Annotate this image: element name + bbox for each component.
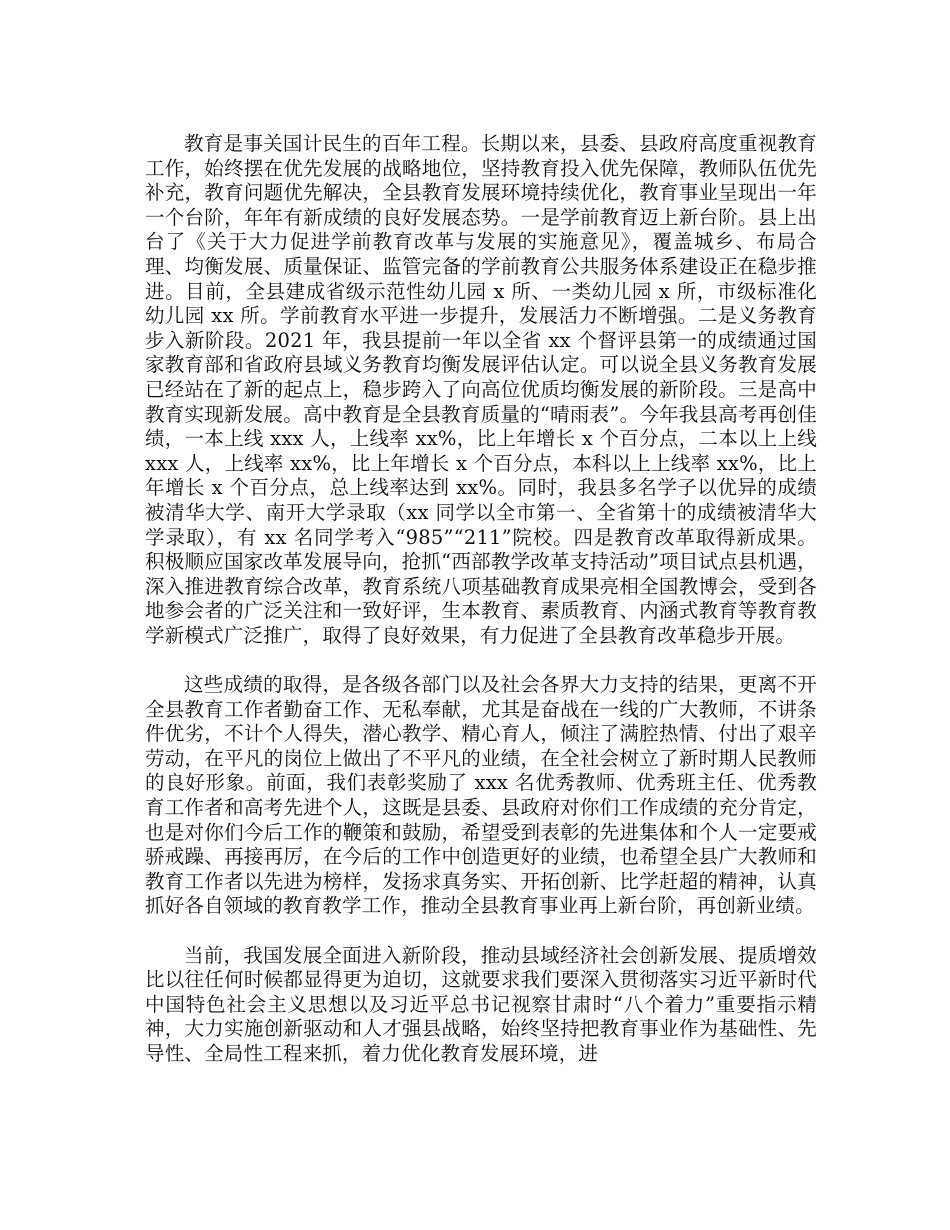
document-body	[145, 132, 817, 1067]
paragraph-current-situation: 当前，我国发展全面进入新阶段，推动县域经济社会创新发展、提质增效比以往任何时候都显得更为迫切，这就要求我们要深入贯彻落实习近平新时代中国特色社会主义思想以及习近平总书记视察甘肃时“八个着力”重要指示精神，大力实施创新驱动和人才强县战略，始终坚持把教育事业作为基础性、先导性、全局性工程来抓，着力优化教育发展环境，进	[145, 943, 817, 1065]
paragraph-acknowledgement: 这些成绩的取得，是各级各部门以及社会各界大力支持的结果，更离不开全县教育工作者勤奋工作、无私奉献，尤其是奋战在一线的广大教师，不讲条件优劣，不计个人得失，潜心教学、精心育人，倾注了满腔热情、付出了艰辛劳动，在平凡的岗位上做出了不平凡的业绩，在全社会树立了新时期人民教师的良好形象。前面，我们表彰奖励了 xxx 名优秀教师、优秀班主任、优秀教育工作者和高考先进个人，这既是县委、县政府对你们工作成绩的充分肯定，也是对你们今后工作的鞭策和鼓励，希望受到表彰的先进集体和个人一定要戒骄戒躁、再接再厉，在今后的工作中创造更好的业绩，也希望全县广大教师和教育工作者以先进为榜样，发扬求真务实、开拓创新、比学赶超的精神，认真抓好各自领域的教育教学工作，推动全县教育事业再上新台阶，再创新业绩。	[145, 673, 817, 918]
paragraph-achievements: 教育是事关国计民生的百年工程。长期以来，县委、县政府高度重视教育工作，始终摆在优先发展的战略地位，坚持教育投入优先保障，教师队伍优先补充，教育问题优先解决，全县教育发展环境持续优化，教育事业呈现出一年一个台阶，年年有新成绩的良好发展态势。一是学前教育迈上新台阶。县上出台了《关于大力促进学前教育改革与发展的实施意见》，覆盖城乡、布局合理、均衡发展、质量保证、监管完备的学前教育公共服务体系建设正在稳步推进。目前，全县建成省级示范性幼儿园 x 所、一类幼儿园 x 所，市级标准化幼儿园 xx 所。学前教育水平进一步提升，发展活力不断增强。二是义务教育步入新阶段。2021 年，我县提前一年以全省 xx 个督评县第一的成绩通过国家教育部和省政府县域义务教育均衡发展评估认定。可以说全县义务教育发展已经站在了新的起点上，稳步跨入了向高位优质均衡发展的新阶段。三是高中教育实现新发展。高中教育是全县教育质量的“晴雨表”。今年我县高考再创佳绩，一本上线 xxx 人，上线率 xx%，比上年增长 x 个百分点，二本以上上线 xxx 人，上线率 xx%，比上年增长 x 个百分点，本科以上上线率 xx%，比上年增长 x 个百分点，总上线率达到 xx%。同时，我县多名学子以优异的成绩被清华大学、南开大学录取（xx 同学以全市第一、全省第十的成绩被清华大学录取），有 xx 名同学考入“985”“211”院校。四是教育改革取得新成果。积极顺应国家改革发展导向，抢抓“西部教学改革支持活动”项目试点县机遇，深入推进教育综合改革，教育系统八项基础教育成果亮相全国教博会，受到各地参会者的广泛关注和一致好评，生本教育、素质教育、内涵式教育等教育教学新模式广泛推广，取得了良好效果，有力促进了全县教育改革稳步开展。	[145, 132, 817, 647]
